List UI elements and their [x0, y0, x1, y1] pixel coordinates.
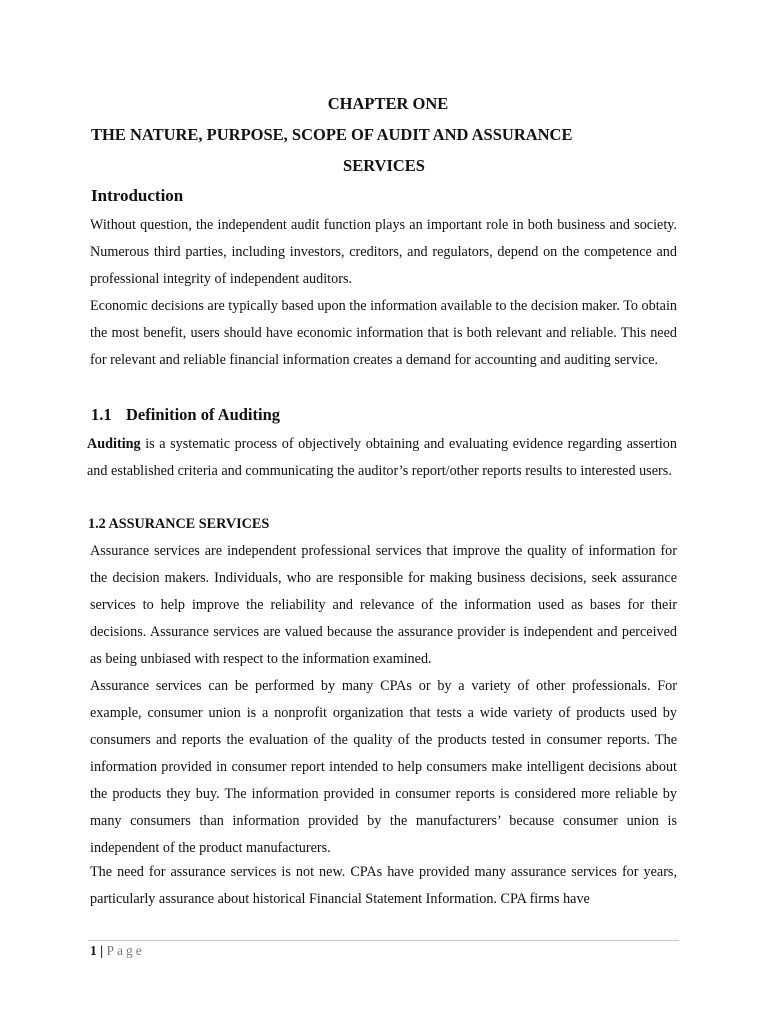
chapter-title-line-1: THE NATURE, PURPOSE, SCOPE OF AUDIT AND ASSURANCE [91, 125, 573, 144]
definition-heading-text: Definition of Auditing [126, 405, 281, 424]
definition-section-number: 1.1 [91, 405, 112, 424]
introduction-paragraph-2: Economic decisions are typically based upon the information available to the decision maker. To obtain the most benefit, users should have economic information that is both relevant and reliable. This need for relevant and reliable financial information creates a demand for accounting and auditing service. [90, 298, 677, 368]
page-footer [90, 943, 145, 959]
page-number: 1 [90, 943, 97, 958]
introduction-paragraph-1: Without question, the independent audit function plays an important role in both business and society. Numerous third parties, including investors, creditors, and regulators, depend on the competence and professional integrity of independent auditors. [90, 217, 677, 287]
definition-text: is a systematic process of objectively obtaining and evaluating evidence regarding assertion and established criteria and communicating the auditor’s report/other reports results to interested users. [87, 436, 677, 479]
chapter-title [0, 93, 768, 177]
footer-separator: | [96, 943, 107, 958]
chapter-title-line-2: SERVICES [343, 156, 425, 175]
footer-divider [88, 940, 679, 941]
definition-heading [91, 405, 280, 425]
assurance-paragraph-2: Assurance services can be performed by many CPAs or by a variety of other professionals. For example, consumer union is a nonprofit organization that tests a wide variety of products used by consumers and reports the evaluation of the quality of the products tested in consumer reports. The information provided in consumer report intended to help consumers make intelligent decisions about the products they buy. The information provided in consumer reports is considered more reliable by many consumers than information provided by the manufacturers’ because consumer union is independent of the product manufacturers. [90, 678, 677, 856]
page-label: Page [106, 943, 145, 958]
introduction-heading: Introduction [91, 186, 184, 205]
assurance-heading: 1.2 ASSURANCE SERVICES [88, 516, 270, 532]
definition-term: Auditing [87, 436, 141, 452]
chapter-number: CHAPTER ONE [327, 94, 449, 113]
definition-paragraph [87, 431, 677, 485]
assurance-paragraph-3: The need for assurance services is not new. CPAs have provided many assurance services for years, particularly assurance about historical Financial Statement Information. CPA firms have [90, 864, 677, 907]
assurance-paragraph-1: Assurance services are independent professional services that improve the quality of information for the decision makers. Individuals, who are responsible for making business decisions, seek assurance services to help improve the reliability and relevance of the information used as bases for their decisions. Assurance services are valued because the assurance provider is independent and perceived as being unbiased with respect to the information examined. [90, 543, 677, 667]
